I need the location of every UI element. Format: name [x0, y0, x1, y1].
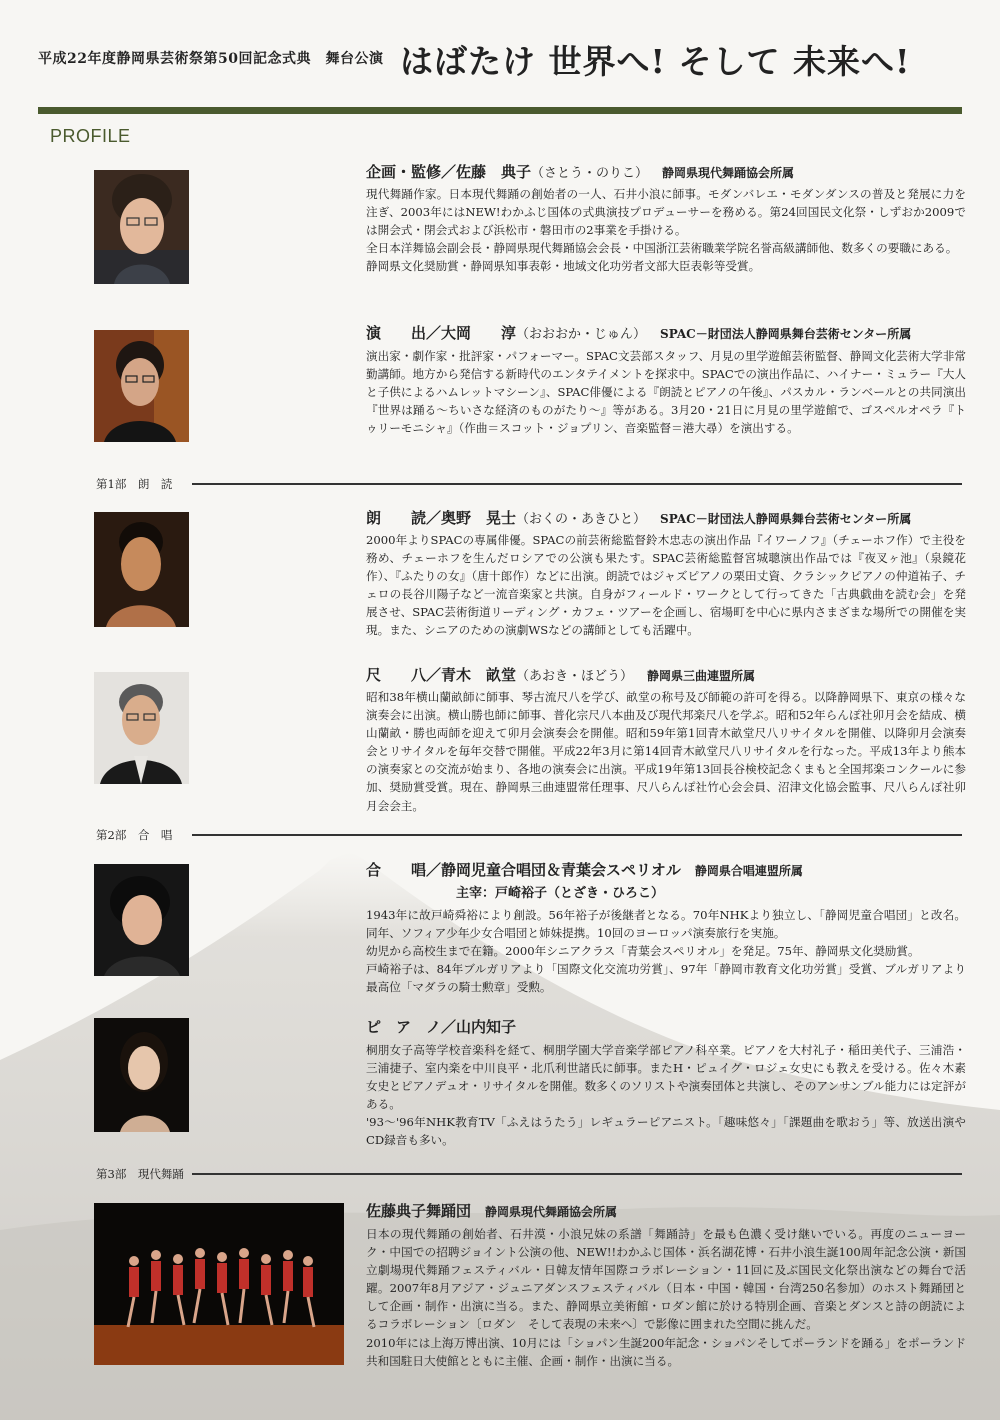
entry-aoki-name: 尺 八／青木 畝堂（あおき・ほどう） 静岡県三曲連盟所属	[366, 666, 756, 684]
entry-choir-name: 合 唱／静岡児童合唱団＆青葉会スペリオル 静岡県合唱連盟所属	[366, 861, 803, 879]
portrait-aoki	[94, 672, 189, 784]
portrait-tozaki	[94, 864, 189, 976]
entry-sato-bio: 現代舞踊作家。日本現代舞踊の創始者の一人、石井小浪に師事。モダンバレエ・モダンダンスの普及と発展に力を注ぎ、2003年にはNEW!わかふじ国体の式典演技プロデューサーを務める。第24回国民文化祭・しずおか2009では開会式・閉会式および浜松市・磐田市の2事業を手掛ける。 全日本洋舞協会副会長・静岡県現代舞踊協会会長・中国浙江芸術職業学院名誉高級講師他、数多くの要職にある。 静岡県文化奨励賞・静岡県知事表彰・地域文化功労者文部大臣表彰等受賞。	[366, 187, 966, 274]
portrait-yamauchi	[94, 1018, 189, 1132]
header-divider	[38, 107, 962, 114]
section-part1-label: 第1部 朗 読	[96, 477, 173, 491]
entry-okuno-bio: 2000年よりSPACの専属俳優。SPACの前芸術総監督鈴木忠志の演出作品『イワーノフ』（チェーホフ作）で主役を務め、チェーホフを生んだロシアでの公演も果たす。SPAC芸術総監督宮城聰演出作品では『夜叉ヶ池』（泉鏡花作）、『ふたりの女』（唐十郎作）などに出演。朗読ではジャズピアノの栗田丈資、クラシックピアノの仲道祐子、チェロの長谷川陽子など一流音楽家と共演。自身がフィールド・ワークとして行ってきた「古典戯曲を読む会」を発展させ、SPAC芸術街道リーディング・カフェ・ツアーを企画し、宿場町を中心に県内さまざまな場所での開催を実現。また、シニアのための演劇WSなどの講師としても活躍中。	[366, 533, 967, 638]
entry-okuno-name: 朗 読／奥野 晃士（おくの・あきひと） SPAC－財団法人静岡県舞台芸術センター所属	[366, 509, 912, 527]
section-part1-divider	[192, 483, 962, 485]
section-part2-label: 第2部 合 唱	[96, 828, 173, 842]
section-part3-label: 第3部 現代舞踊	[96, 1167, 184, 1181]
portrait-ooka	[94, 330, 189, 442]
entry-piano-name: ピ ア ノ／山内知子	[366, 1018, 517, 1036]
entry-ooka-bio: 演出家・劇作家・批評家・パフォーマー。SPAC文芸部スタッフ、月見の里学遊館芸術監督、静岡文化芸術大学非常勤講師。地方から発信する新時代のエンタテイメントを探求中。SPACでの演出作品に、ハイナー・ミュラー『大人と子供によるハムレットマシーン』、SPAC俳優による『朗読とピアノの午後』、パスカル・ランベールとの共同演出『世界は踊る～ちいさな経済のものがたり～』等がある。3月20・21日に月見の里学遊館で、ゴスペルオペラ『トゥリーモニシャ』（作曲＝スコット・ジョプリン、音楽監督＝港大尋）を演出する。	[366, 349, 966, 436]
entry-dance-name: 佐藤典子舞踊団 静岡県現代舞踊協会所属	[366, 1202, 618, 1220]
entry-choir-director: 主宰：戸崎裕子（とざき・ひろこ）	[456, 886, 665, 901]
portrait-sato	[94, 170, 189, 284]
section-part2-divider	[192, 834, 962, 836]
page-title: はばたけ 世界へ! そして 未来へ!	[400, 42, 911, 81]
entry-aoki-bio: 昭和38年横山蘭畝師に師事、琴古流尺八を学び、畝堂の称号及び師範の許可を得る。以降静岡県下、東京の様々な演奏会に出演。横山勝也師に師事、普化宗尺八本曲及び現代邦楽尺八を学ぶ。昭和52年らんぽ社卯月会を結成、横山蘭畝・勝也両師を迎えて卯月会演奏会を開催。昭和59年第1回青木畝堂尺八リサイタルを開催、以降卯月会演奏会とリサイタルを毎年交替で開催。平成22年3月に第14回青木畝堂尺八リサイタルを行なった。平成13年より熊本の演奏家との交流が始まり、各地の演奏会に出演。平成19年第13回長谷検校記念くまもと全国邦楽コンクールに参加、奨励賞受賞。現在、静岡県三曲連盟常任理事、尺八らんぽ社竹心会会員、沼津文化協会監事、尺八らんぽ社卯月会会主。	[366, 690, 966, 813]
entry-ooka-name: 演 出／大岡 淳（おおおか・じゅん） SPAC－財団法人静岡県舞台芸術センター所属	[366, 324, 912, 342]
entry-piano-bio: 桐朋女子高等学校音楽科を経て、桐朋学園大学音楽学部ピアノ科卒業。ピアノを大村礼子・稲田美代子、三浦浩・三浦捷子、室内楽を中川良平・北爪利世諸氏に師事。またH・ピュイグ・ロジェ女史にも教えを受ける。佐々木素女史とピアノデュオ・リサイタルを開催。数多くのソリストや演奏団体と共演し、そのアンサンブル能力には定評がある。 '93～'96年NHK教育TV「ふえはうたう」レギュラーピアニスト。「趣味悠々」「課題曲を歌おう」等、放送出演やCD録音も多い。	[366, 1043, 966, 1148]
entry-sato-name: 企画・監修／佐藤 典子（さとう・のりこ） 静岡県現代舞踊協会所属	[366, 163, 795, 181]
event-subtitle: 平成22年度静岡県芸術祭第50回記念式典 舞台公演	[38, 51, 384, 67]
portrait-okuno	[94, 512, 189, 627]
entry-choir-bio: 1943年に故戸崎舜裕により創設。56年裕子が後継者となる。70年NHKより独立し、「静岡児童合唱団」と改名。同年、ソフィア少年少女合唱団と姉妹提携。10回のヨーロッパ演奏旅行を実施。 幼児から高校生まで在籍。2000年シニアクラス「青葉会スペリオル」を発足。75年、静岡県文化奨励賞。 戸崎裕子は、84年ブルガリアより「国際文化交流功労賞」、97年「静岡市教育文化功労賞」受賞、ブルガリアより最高位「マダラの騎士勲章」受勲。	[366, 908, 966, 995]
dance-company-photo	[94, 1203, 344, 1365]
entry-dance-bio: 日本の現代舞踊の創始者、石井漠・小浪兄妹の系譜「舞踊詩」を最も色濃く受け継いでいる。再度のニューヨーク・中国での招聘ジョイント公演の他、NEW!!わかふじ国体・浜名湖花博・石井小浪生誕100周年記念公演・新国立劇場現代舞踊フェスティバル・日韓友情年国際コラボレーション・11回に及ぶ国民文化祭出演などの舞台で活躍。2007年8月アジア・ジュニアダンスフェスティバル（日本・中国・韓国・台湾250名参加）のホスト舞踊団として企画・制作・出演に当る。また、静岡県立美術館・ロダン館に於ける特別企画、音楽とダンスと詩の朗読によるコラボレーション〔ロダン そして表現の未来へ〕で影像に囲まれた空間に挑んだ。 2010年には上海万博出演、10月には「ショパン生誕200年記念・ショパンそしてポーランドを踊る」をポーランド共和国駐日大使館とともに主催、企画・制作・出演に当る。	[366, 1227, 966, 1368]
section-part3-divider	[192, 1173, 962, 1175]
profile-label: PROFILE	[50, 126, 131, 146]
